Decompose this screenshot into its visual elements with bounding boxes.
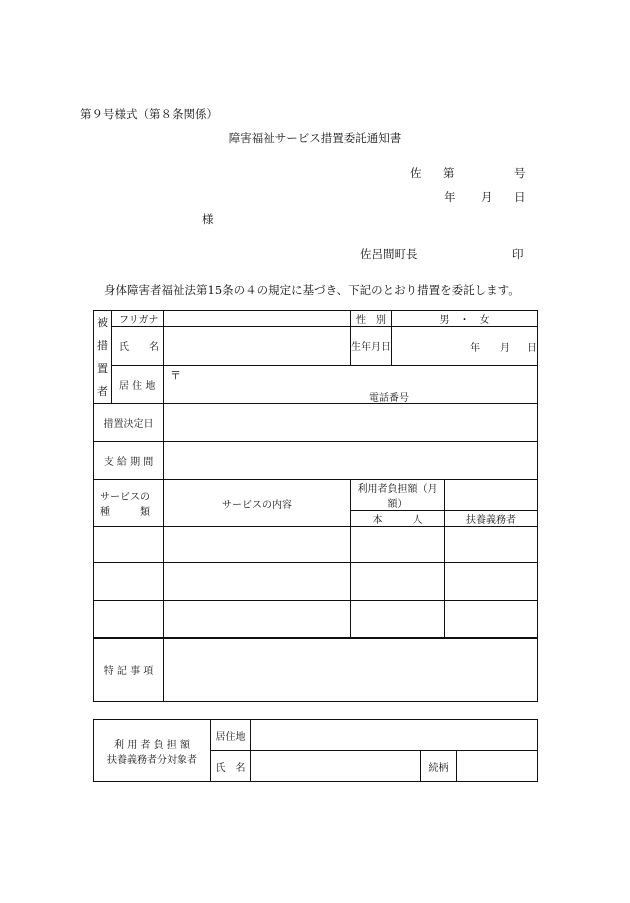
self-label: 本 人: [351, 511, 445, 527]
service-row-dependent[interactable]: [445, 527, 538, 563]
person-label-char: 被: [97, 316, 108, 329]
decision-date-field[interactable]: [164, 404, 538, 442]
burden-header-cont: [445, 480, 538, 511]
issuer-name: 佐呂間町長: [360, 247, 418, 261]
address-field[interactable]: [164, 365, 538, 403]
gender-value[interactable]: 男 ・ 女: [392, 311, 538, 327]
person-label-char: 置: [97, 362, 108, 375]
date-month: 月: [481, 190, 493, 204]
service-row-kind[interactable]: [94, 601, 164, 639]
target-name-label: 氏 名: [211, 751, 251, 782]
payment-period-field[interactable]: [164, 442, 538, 480]
doc-number-go: 号: [514, 166, 526, 180]
service-row-dependent[interactable]: [445, 563, 538, 601]
date-year: 年: [444, 190, 456, 204]
person-label-char: 者: [97, 385, 108, 398]
notes-label: 特 記 事 項: [94, 638, 164, 702]
seal-mark: 印: [512, 247, 524, 261]
burden-target-label: [94, 720, 211, 782]
birth-day-unit: 日: [527, 342, 537, 354]
doc-prefix: 佐: [410, 166, 422, 180]
payment-period-label: 支 給 期 間: [94, 442, 164, 480]
decision-date-label: 措置決定日: [94, 404, 164, 442]
target-relation-field[interactable]: [457, 751, 538, 782]
service-row-kind[interactable]: [94, 527, 164, 563]
service-kind-line2: 種 類: [100, 507, 150, 518]
birth-month-unit: 月: [500, 342, 510, 354]
target-relation-label: 続柄: [421, 751, 457, 782]
body-text: 身体障害者福祉法第15条の４の規定に基づき、下記のとおり措置を委託します。: [104, 283, 520, 297]
service-row-dependent[interactable]: [445, 601, 538, 639]
burden-target-line2: 扶養義務者分対象者: [107, 754, 197, 766]
service-row-content[interactable]: [164, 601, 351, 639]
service-row-content[interactable]: [164, 563, 351, 601]
name-field[interactable]: [164, 327, 351, 365]
phone-label: 電話番号: [369, 392, 409, 404]
person-label-cell: [94, 311, 112, 404]
service-row-self[interactable]: [351, 563, 445, 601]
birth-year-unit: 年: [470, 342, 480, 354]
service-row-self[interactable]: [351, 601, 445, 639]
main-table: [93, 310, 538, 639]
notes-table: [93, 637, 538, 702]
dependent-label: 扶養義務者: [445, 511, 538, 527]
document-title: 障害福祉サービス措置委託通知書: [228, 131, 402, 145]
person-label-char: 措: [97, 339, 108, 352]
target-address-label: 居住地: [211, 720, 251, 751]
service-content-label: サービスの内容: [164, 480, 351, 527]
burden-target-table: [93, 719, 538, 782]
birthdate-field[interactable]: [392, 327, 538, 365]
recipient-sama: 様: [202, 212, 214, 226]
service-row-kind[interactable]: [94, 563, 164, 601]
gender-label: 性 別: [351, 311, 392, 327]
target-name-field[interactable]: [251, 751, 421, 782]
target-address-field[interactable]: [251, 720, 538, 751]
burden-target-line1: 利 用 者 負 担 額: [114, 739, 190, 751]
furigana-field[interactable]: [164, 311, 351, 327]
service-row-self[interactable]: [351, 527, 445, 563]
address-label: 居 住 地: [112, 365, 164, 403]
service-kind-label: [94, 480, 164, 527]
doc-number-dai: 第: [443, 166, 455, 180]
birthdate-label: 生年月日: [351, 327, 392, 365]
date-day: 日: [514, 190, 526, 204]
form-number: 第９号様式（第８条関係）: [80, 107, 218, 121]
postal-mark: 〒: [170, 368, 181, 382]
notes-field[interactable]: [164, 638, 538, 702]
burden-header: 利用者負担額（月額）: [351, 480, 445, 511]
service-row-content[interactable]: [164, 527, 351, 563]
name-label: 氏 名: [112, 327, 164, 365]
service-kind-line1: サービスの: [100, 492, 150, 503]
furigana-label: フリガナ: [112, 311, 164, 327]
